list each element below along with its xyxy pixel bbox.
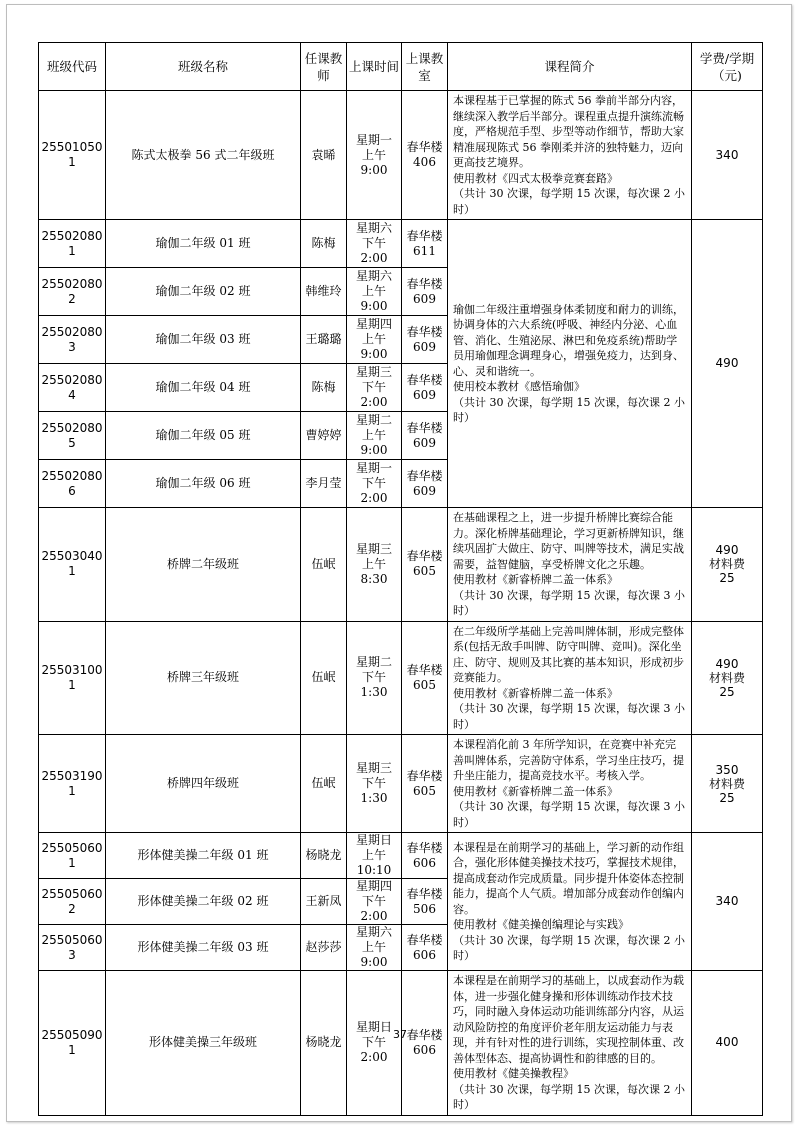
class-time [347,879,402,925]
building: 春华楼 [406,468,443,483]
class-code: 255050602 [39,879,106,925]
class-name: 形体健美操二年级 02 班 [106,879,301,925]
clock-time: 上午 9:00 [360,284,388,313]
intro-textbook: 使用教材《新睿桥牌二盖一体系》 [453,573,618,586]
intro-hours: （共计 30 次课，每学期 15 次课，每次课 3 小时） [453,800,685,829]
clock-time: 下午 2:00 [360,1035,388,1065]
class-name: 瑜伽二年级 02 班 [106,268,301,316]
intro-text: 本课程是在前期学习的基础上，学习新的动作组合，强化形体健美操技术技巧，掌握技术规律，提高成套动作完成质量。同步提升体姿体态控制能力，提高个人气质。增加部分成套动作创编内容。 [453,840,684,916]
clock-time: 下午 2:00 [360,476,388,505]
building: 春华楼 [406,372,443,387]
teacher: 伍岷 [301,621,347,735]
fee-amount: 490 [715,543,739,558]
class-time [347,460,402,508]
tuition-fee: 340 [692,833,763,971]
material-fee-amount: 25 [719,684,735,699]
course-intro [448,971,692,1116]
clock-time: 上午 9:00 [360,940,388,969]
course-intro [448,735,692,833]
room-number: 406 [413,155,436,169]
teacher: 伍岷 [301,735,347,833]
class-time [347,220,402,268]
intro-textbook: 使用校本教材《感悟瑜伽》 [453,380,585,393]
building: 春华楼 [406,549,443,564]
intro-text: 本课程基于已掌握的陈式 56 拳前半部分内容，继续深入教学后半部分。课程重点提升演练流畅度，严格规范手型、步型等动作细节，帮助大家精准展现陈式 56 拳刚柔并济的独特魅力，迈向更高技艺境界。 [453,94,684,169]
class-name: 桥牌三年级班 [106,621,301,735]
table-row [39,508,763,622]
building: 春华楼 [406,932,443,947]
class-code: 255020804 [39,364,106,412]
class-time [347,364,402,412]
classroom [402,460,448,508]
building: 春华楼 [406,768,443,783]
intro-text: 在二年级所学基础上完善叫牌体制，形成完整体系(包括无敌手叫牌、防守叫牌、竞叫)。深化坐庄、防守、规则及其比赛的基本知识，形成初步竞赛能力。 [453,624,684,684]
class-code: 255050601 [39,833,106,879]
room-number: 609 [413,387,436,402]
clock-time: 下午 2:00 [360,380,388,409]
intro-text: 瑜伽二年级注重增强身体柔韧度和耐力的训练，协调身体的六大系统(呼吸、神经内分泌、心血管、消化、生殖泌尿、淋巴和免疫系统)帮助学员用瑜伽理念调理身心，增强免疫力，达到身、心、灵和谐统一。 [453,302,684,378]
table-header-row [39,43,763,91]
intro-hours: （共计 30 次课，每学期 15 次课，每次课 2 小时） [453,1082,685,1111]
class-code: 255020806 [39,460,106,508]
room-number: 506 [413,901,436,916]
class-name: 瑜伽二年级 05 班 [106,412,301,460]
material-fee-label: 材料费 [708,670,745,685]
classroom [402,220,448,268]
weekday: 星期二 [355,413,392,427]
intro-textbook: 使用教材《健美操教程》 [453,1067,574,1080]
class-name: 桥牌四年级班 [106,735,301,833]
teacher: 杨晓龙 [301,833,347,879]
tuition-fee [692,735,763,833]
course-intro [448,91,692,220]
class-code: 255020801 [39,220,106,268]
material-fee-label: 材料费 [708,557,745,572]
class-name: 形体健美操二年级 03 班 [106,925,301,971]
intro-textbook: 使用教材《健美操创编理论与实践》 [453,918,629,931]
table-row [39,735,763,833]
teacher: 李月莹 [301,460,347,508]
class-code: 255010501 [39,91,106,220]
classroom [402,364,448,412]
material-fee-amount: 25 [719,571,735,586]
classroom [402,925,448,971]
building: 春华楼 [406,324,443,339]
clock-time: 上午 8:30 [360,556,388,586]
class-time [347,316,402,364]
weekday: 星期四 [355,317,392,331]
material-fee-amount: 25 [719,790,735,805]
header-code: 班级代码 [39,43,106,91]
classroom [402,971,448,1116]
intro-hours: （共计 30 次课，每学期 15 次课，每次课 2 小时） [453,395,685,424]
intro-textbook: 使用教材《四式太极拳竞赛套路》 [453,171,618,185]
room-number: 606 [413,855,436,870]
classroom [402,316,448,364]
intro-hours: （共计 30 次课，每学期 15 次课，每次课 2 小时） [453,187,685,216]
room-number: 609 [413,483,436,498]
tuition-fee [692,621,763,735]
teacher: 王璐璐 [301,316,347,364]
weekday: 星期三 [355,365,392,379]
tuition-fee: 490 [692,220,763,508]
building: 春华楼 [406,840,443,855]
weekday: 星期六 [355,269,392,283]
header-intro: 课程简介 [448,43,692,91]
table-row [39,91,763,220]
table-row [39,833,763,879]
teacher: 韩维玲 [301,268,347,316]
class-name: 瑜伽二年级 04 班 [106,364,301,412]
clock-time: 下午 1:30 [360,670,388,700]
class-code: 255050603 [39,925,106,971]
header-name: 班级名称 [106,43,301,91]
clock-time: 上午 9:00 [360,332,388,361]
tuition-fee: 340 [692,91,763,220]
class-time [347,925,402,971]
weekday: 星期日 [355,833,392,847]
teacher: 曹婷婷 [301,412,347,460]
class-name: 形体健美操二年级 01 班 [106,833,301,879]
room-number: 606 [413,947,436,962]
intro-hours: （共计 30 次课，每学期 15 次课，每次课 3 小时） [453,588,685,617]
room-number: 609 [413,291,436,306]
classroom [402,879,448,925]
weekday: 星期三 [355,761,392,775]
clock-time: 上午 9:00 [360,428,388,457]
room-number: 609 [413,339,436,354]
class-name: 陈式太极拳 56 式二年级班 [106,91,301,220]
tuition-fee: 400 [692,971,763,1116]
class-time [347,735,402,833]
building: 春华楼 [406,140,443,154]
class-name: 形体健美操三年级班 [106,971,301,1116]
class-time [347,971,402,1116]
class-code: 255031001 [39,621,106,735]
course-intro [448,220,692,508]
teacher: 赵莎莎 [301,925,347,971]
intro-text: 本课程是在前期学习的基础上，以成套动作为载体，进一步强化健身操和形体训练动作技术技巧，同时融入身体运动功能训练部分内容，从运动风险防控的角度评价老年朋友运动能力与表现，并有针对性的进行训练，实现控制体重、改善体型体态、提高协调性和韵律感的目的。 [453,974,684,1065]
teacher: 袁晞 [301,91,347,220]
table-row [39,621,763,735]
clock-time: 下午 1:30 [360,776,388,805]
class-code: 255050901 [39,971,106,1116]
course-intro [448,621,692,735]
classroom [402,268,448,316]
header-teacher: 任课教师 [301,43,347,91]
building: 春华楼 [406,276,443,291]
fee-amount: 350 [715,762,739,777]
teacher: 陈梅 [301,220,347,268]
class-time [347,833,402,879]
class-time [347,91,402,220]
course-intro [448,833,692,971]
teacher: 伍岷 [301,508,347,622]
clock-time: 下午 2:00 [360,236,388,265]
building: 春华楼 [406,228,443,243]
classroom [402,833,448,879]
classroom [402,508,448,622]
weekday: 星期六 [355,221,392,235]
intro-textbook: 使用教材《新睿桥牌二盖一体系》 [453,784,618,798]
room-number: 605 [413,677,436,692]
header-time: 上课时间 [347,43,402,91]
page-number: 37 [393,1028,407,1041]
weekday: 星期一 [355,132,392,147]
intro-text: 在基础课程之上，进一步提升桥牌比赛综合能力。深化桥牌基础理论，学习更新桥牌知识，继续巩固扩大做庄、防守、叫牌等技术，满足实战需要，益智健脑，享受桥牌文化之乐趣。 [453,511,684,571]
class-name: 瑜伽二年级 01 班 [106,220,301,268]
tuition-fee [692,508,763,622]
class-time [347,412,402,460]
class-code: 255020805 [39,412,106,460]
material-fee-label: 材料费 [708,776,745,791]
weekday: 星期一 [355,461,392,475]
building: 春华楼 [406,662,443,677]
classroom [402,91,448,220]
room-number: 605 [413,783,436,798]
class-time [347,508,402,622]
weekday: 星期二 [355,655,392,670]
class-name: 桥牌二年级班 [106,508,301,622]
classroom [402,735,448,833]
building: 春华楼 [406,886,443,901]
class-code: 255030401 [39,508,106,622]
building: 春华楼 [406,420,443,435]
weekday: 星期六 [355,925,392,939]
fee-amount: 490 [715,656,739,671]
clock-time: 下午 2:00 [360,894,388,923]
room-number: 605 [413,564,436,579]
class-name: 瑜伽二年级 03 班 [106,316,301,364]
teacher: 杨晓龙 [301,971,347,1116]
intro-hours: （共计 30 次课，每学期 15 次课，每次课 2 小时） [453,933,685,962]
weekday: 星期日 [355,1020,392,1035]
intro-text: 本课程消化前 3 年所学知识，在竞赛中补充完善叫牌体系，完善防守体系，学习坐庄技巧，提升坐庄能力，提高竞技水平。考核入学。 [453,738,684,782]
room-number: 611 [413,243,436,258]
class-time [347,621,402,735]
clock-time: 上午 10:10 [356,848,392,877]
course-intro [448,508,692,622]
class-code: 255031901 [39,735,106,833]
class-time [347,268,402,316]
header-fee: 学费/学期（元) [692,43,763,91]
class-code: 255020803 [39,316,106,364]
teacher: 王新凤 [301,879,347,925]
clock-time: 上午 9:00 [360,147,388,177]
room-number: 606 [413,1042,436,1057]
class-code: 255020802 [39,268,106,316]
class-name: 瑜伽二年级 06 班 [106,460,301,508]
table-row [39,971,763,1116]
building: 春华楼 [406,1027,443,1042]
teacher: 陈梅 [301,364,347,412]
weekday: 星期四 [355,879,392,893]
classroom [402,621,448,735]
intro-hours: （共计 30 次课，每学期 15 次课，每次课 3 小时） [453,702,685,731]
header-room: 上课教室 [402,43,448,91]
room-number: 609 [413,435,436,450]
weekday: 星期三 [355,541,392,556]
classroom [402,412,448,460]
table-row [39,220,763,268]
course-table [38,42,763,1116]
intro-textbook: 使用教材《新睿桥牌二盖一体系》 [453,686,618,700]
